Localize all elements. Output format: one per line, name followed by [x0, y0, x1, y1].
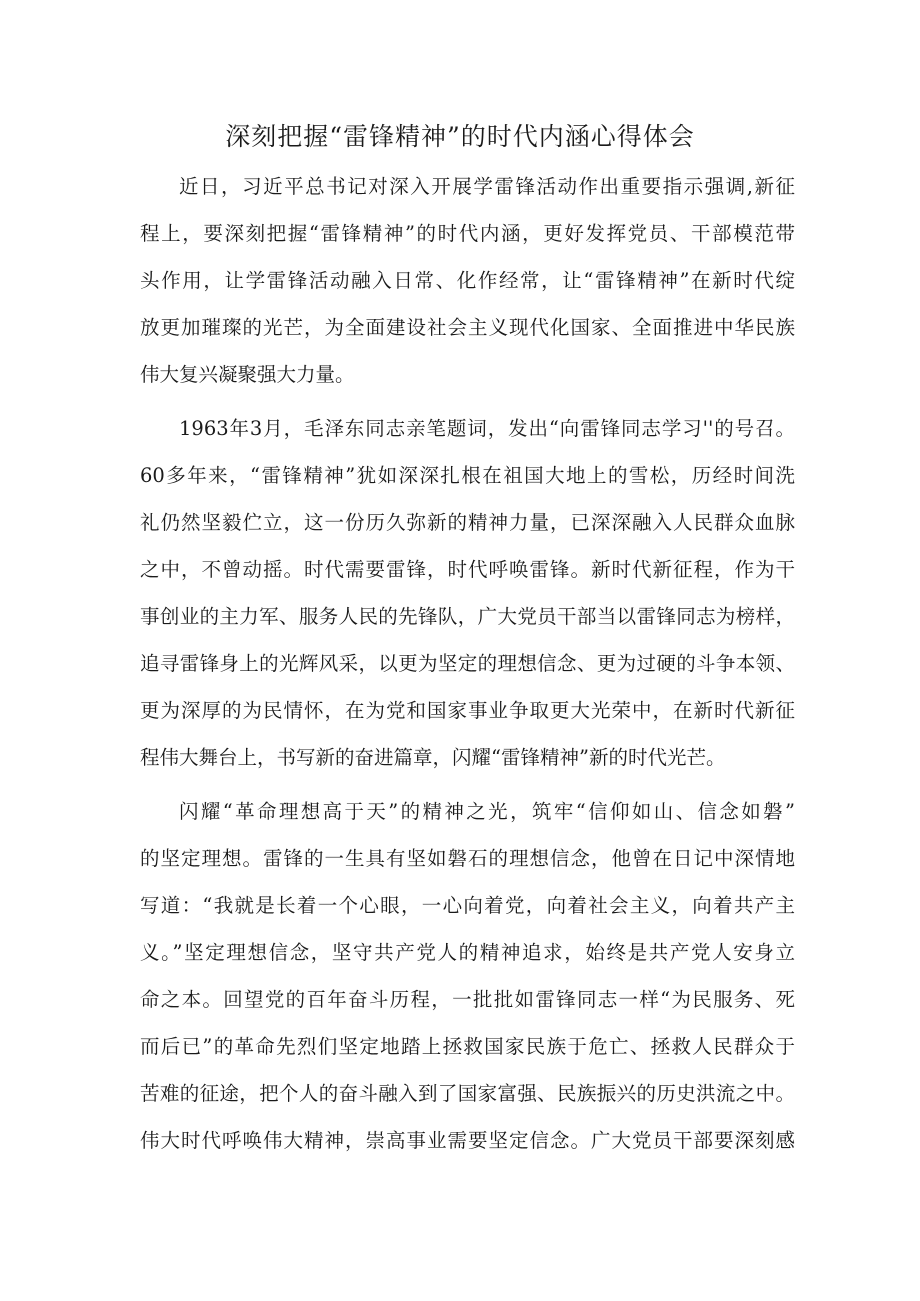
paragraph-3-line-3: 写道：“我就是长着一个心眼，一心向着党，向着社会主义，向着共产主: [140, 894, 795, 917]
paragraph-2-line-6: 追寻雷锋身上的光辉风采，以更为坚定的理想信念、更为过硬的斗争本领、: [140, 652, 795, 675]
paragraph-2-line-5: 事创业的主力军、服务人民的先锋队，广大党员干部当以雷锋同志为榜样，: [140, 605, 795, 628]
paragraph-2-line-3: 礼仍然坚毅伫立，这一份历久弥新的精神力量，已深深融入人民群众血脉: [140, 511, 795, 534]
paragraph-2-line-2: 60多年来，“雷锋精神”犹如深深扎根在祖国大地上的雪松，历经时间洗: [140, 464, 795, 487]
paragraph-3-line-5: 命之本。回望党的百年奋斗历程，一批批如雷锋同志一样“为民服务、死: [140, 988, 795, 1011]
paragraph-2-line-7: 更为深厚的为民情怀，在为党和国家事业争取更大光荣中，在新时代新征: [140, 699, 795, 722]
paragraph-1-line-5: 伟大复兴凝聚强大力量。: [140, 363, 355, 386]
paragraph-3-line-4: 义。”坚定理想信念，坚守共产党人的精神追求，始终是共产党人安身立: [140, 941, 795, 964]
paragraph-3-line-1: 闪耀“革命理想高于天”的精神之光，筑牢“信仰如山、信念如磐”: [179, 800, 795, 823]
paragraph-3-line-2: 的坚定理想。雷锋的一生具有坚如磐石的理想信念，他曾在日记中深情地: [140, 847, 795, 870]
paragraph-3-line-8: 伟大时代呼唤伟大精神，崇高事业需要坚定信念。广大党员干部要深刻感: [140, 1129, 795, 1152]
paragraph-3-line-6: 而后已”的革命先烈们坚定地踏上拯救国家民族于危亡、拯救人民群众于: [140, 1035, 795, 1058]
paragraph-1-line-3: 头作用，让学雷锋活动融入日常、化作经常，让“雷锋精神”在新时代绽: [140, 269, 795, 292]
document-title: 深刻把握“雷锋精神”的时代内涵心得体会: [225, 122, 695, 151]
paragraph-1-line-1: 近日，习近平总书记对深入开展学雷锋活动作出重要指示强调,新征: [179, 175, 795, 198]
paragraph-3-line-7: 苦难的征途，把个人的奋斗融入到了国家富强、民族振兴的历史洪流之中。: [140, 1082, 795, 1105]
paragraph-2-line-8: 程伟大舞台上，书写新的奋进篇章，闪耀“雷锋精神”新的时代光芒。: [140, 746, 726, 769]
paragraph-2-line-1: 1963年3月，毛泽东同志亲笔题词，发出“向雷锋同志学习''的号召。: [179, 417, 795, 440]
paragraph-1-line-2: 程上，要深刻把握“雷锋精神”的时代内涵，更好发挥党员、干部模范带: [140, 222, 795, 245]
paragraph-2-line-4: 之中，不曾动摇。时代需要雷锋，时代呼唤雷锋。新时代新征程，作为干: [140, 558, 795, 581]
paragraph-1-line-4: 放更加璀璨的光芒，为全面建设社会主义现代化国家、全面推进中华民族: [140, 316, 795, 339]
